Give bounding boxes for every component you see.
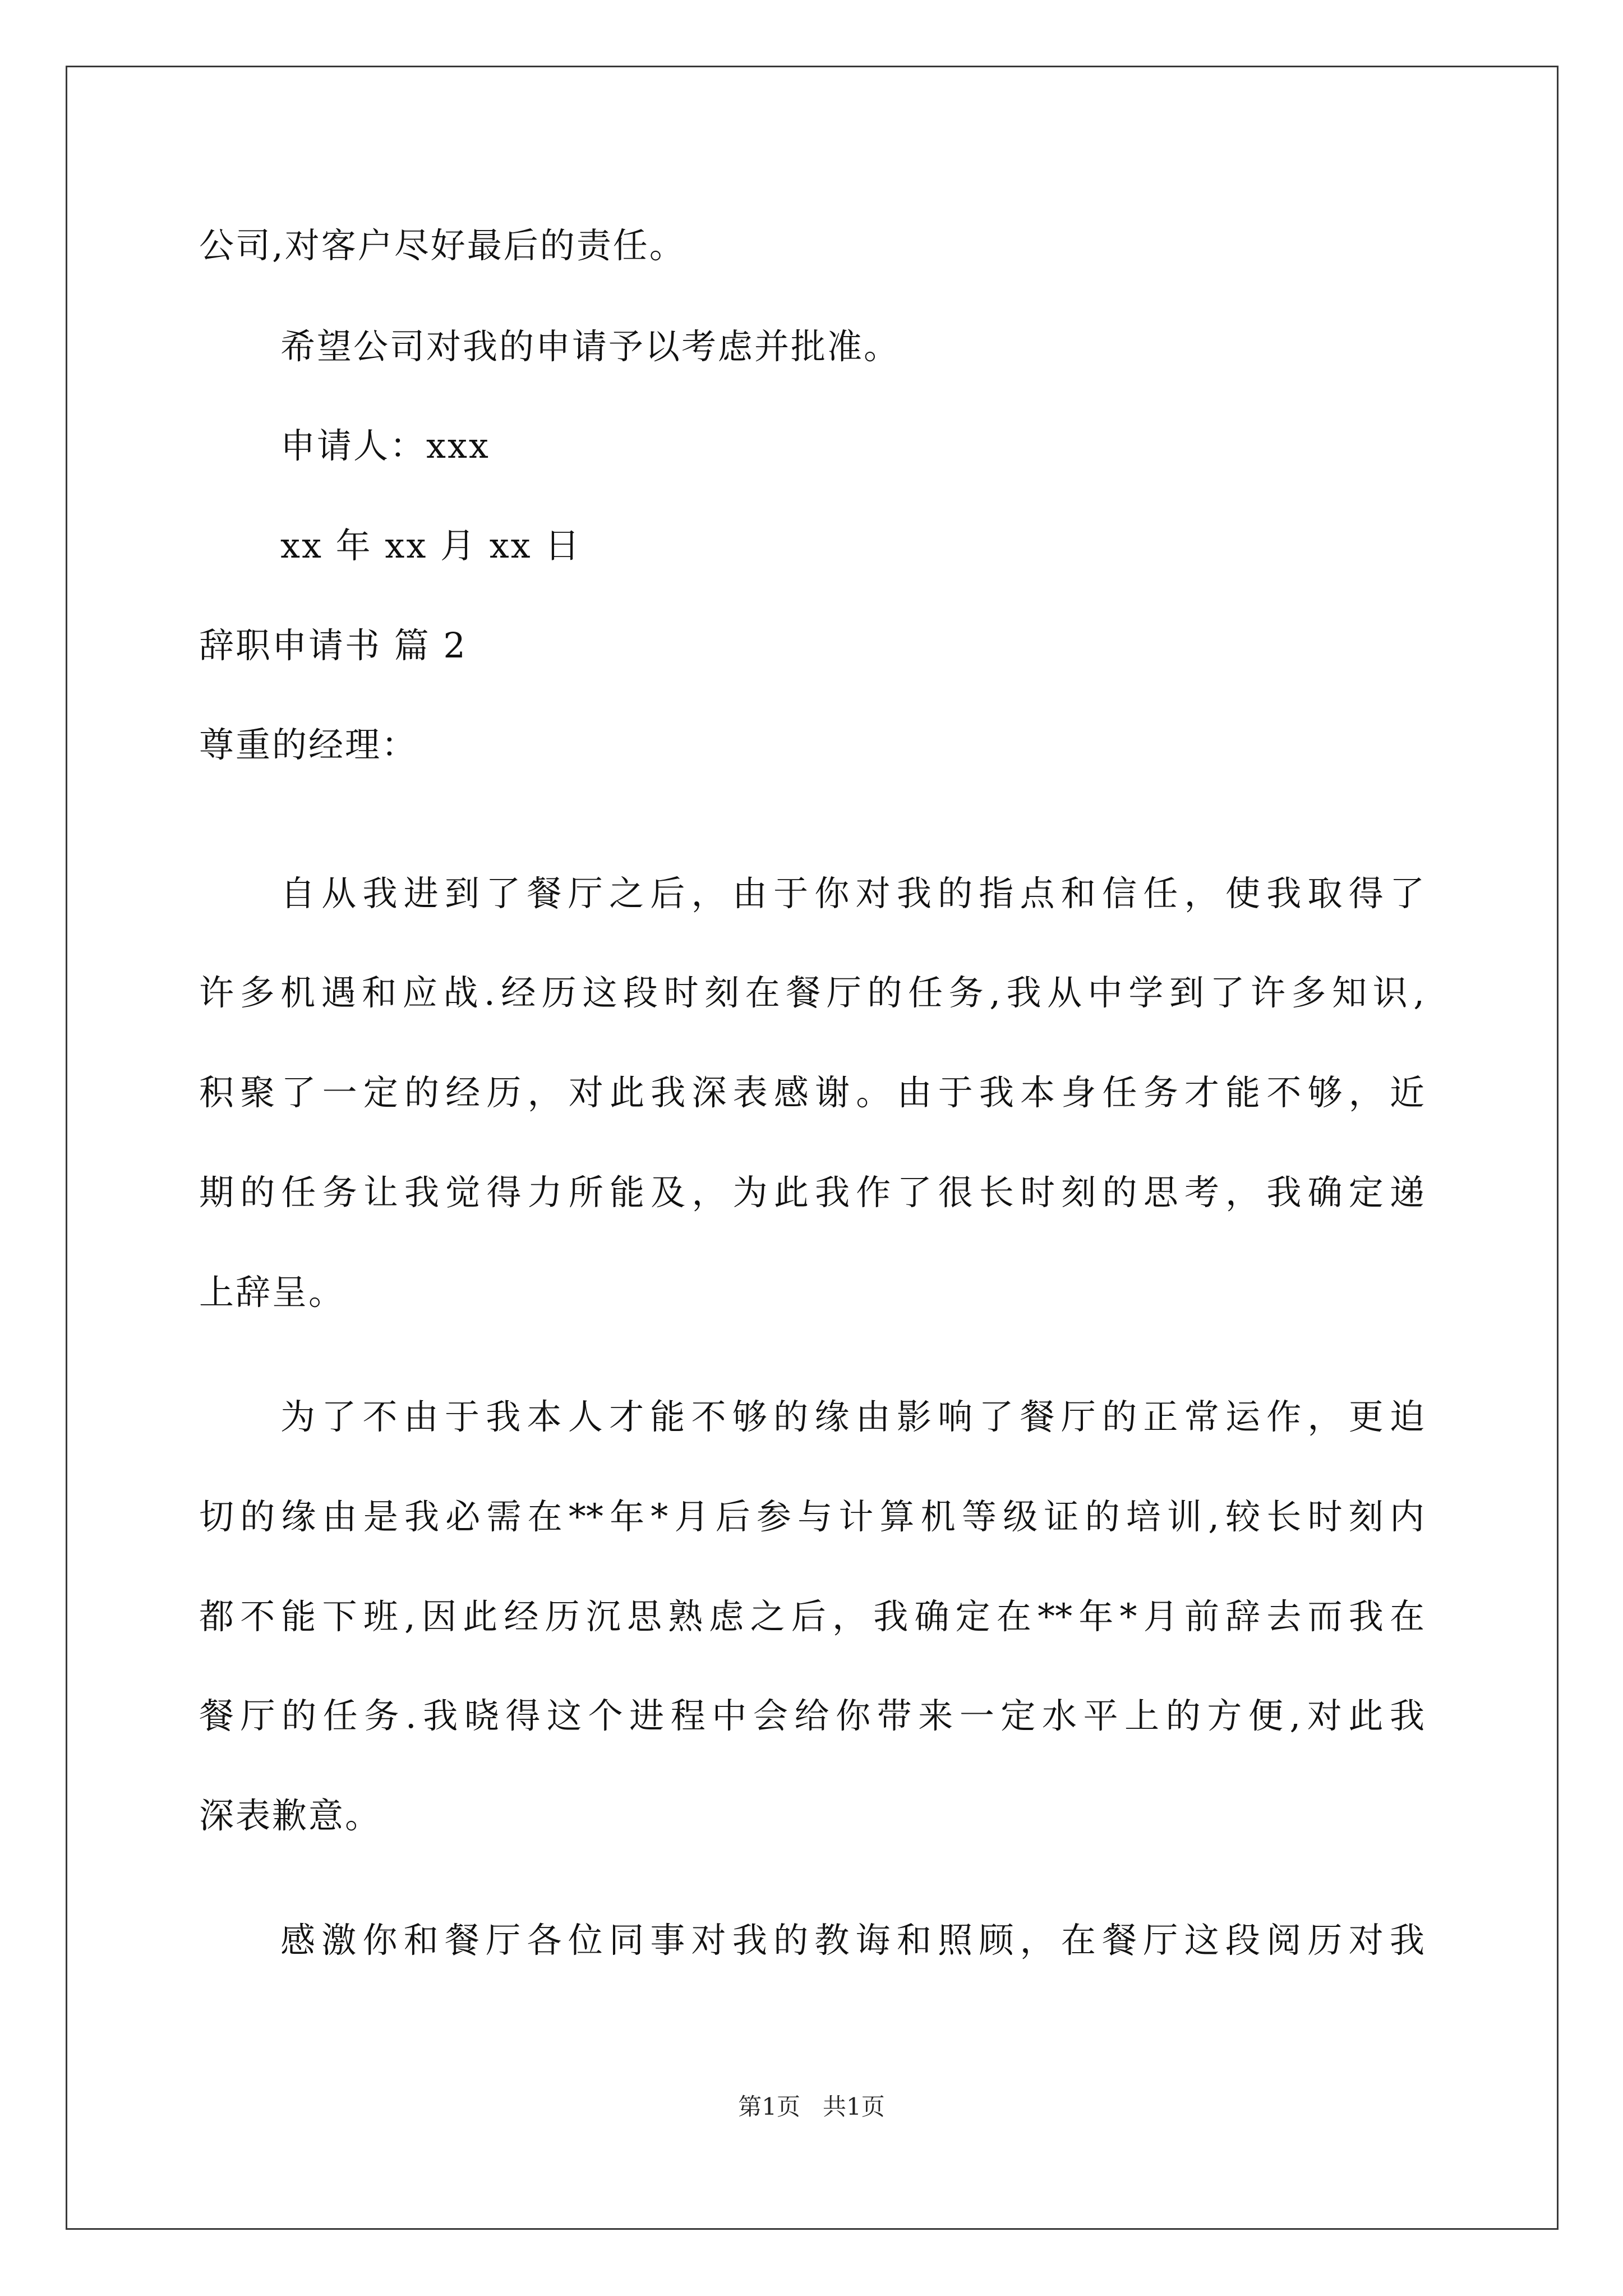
paragraph-1-line-4: 期的任务让我觉得力所能及，为此我作了很长时刻的思考，我确定递 — [199, 1172, 1424, 1213]
paragraph-1-line-3: 积聚了一定的经历，对此我深表感谢。由于我本身任务才能不够，近 — [199, 1072, 1424, 1113]
applicant-line: 申请人：xxx — [280, 425, 490, 466]
paragraph-1-line-5: 上辞呈。 — [199, 1272, 345, 1313]
paragraph-2-line-5: 深表歉意。 — [199, 1795, 382, 1836]
paragraph-1-line-2: 许多机遇和应战.经历这段时刻在餐厅的任务,我从中学到了许多知识, — [199, 972, 1424, 1013]
paragraph-2-line-2: 切的缘由是我必需在**年*月后参与计算机等级证的培训,较长时刻内 — [199, 1496, 1424, 1537]
text-line-2: 希望公司对我的申请予以考虑并批准。 — [280, 326, 901, 367]
page-border — [66, 66, 1559, 2230]
date-line: xx 年 xx 月 xx 日 — [280, 525, 582, 566]
section-heading: 辞职申请书 篇 2 — [199, 625, 467, 666]
salutation: 尊重的经理： — [199, 724, 418, 765]
paragraph-2-line-3: 都不能下班,因此经历沉思熟虑之后，我确定在**年*月前辞去而我在 — [199, 1596, 1424, 1637]
paragraph-2-line-4: 餐厅的任务.我晓得这个进程中会给你带来一定水平上的方便,对此我 — [199, 1695, 1424, 1736]
paragraph-2-line-1: 为了不由于我本人才能不够的缘由影响了餐厅的正常运作，更迫 — [280, 1396, 1424, 1437]
paragraph-1-line-1: 自从我进到了餐厅之后，由于你对我的指点和信任，使我取得了 — [280, 873, 1424, 914]
paragraph-3-line-1: 感激你和餐厅各位同事对我的教诲和照顾，在餐厅这段阅历对我 — [280, 1920, 1424, 1961]
page-indicator: 第1页 共1页 — [738, 2093, 885, 2120]
text-line-1: 公司,对客户尽好最后的责任。 — [199, 225, 686, 266]
